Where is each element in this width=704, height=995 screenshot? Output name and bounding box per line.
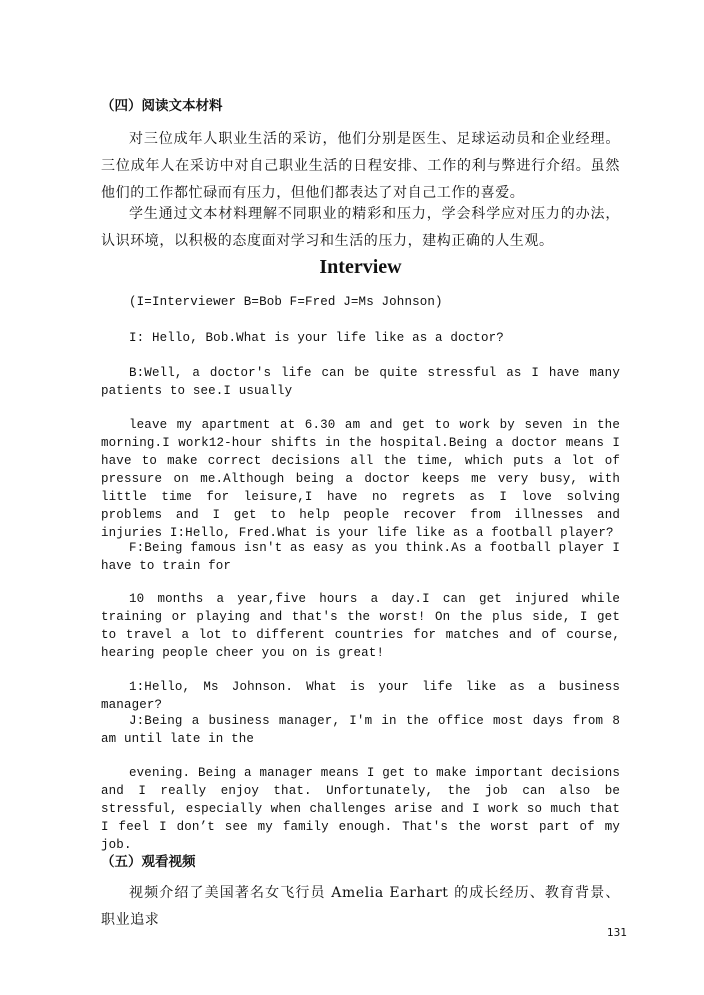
- interview-line-johnson-question: 1:Hello, Ms Johnson. What is your life like as a business manager?: [101, 680, 620, 712]
- section-5-heading: （五）观看视频: [101, 854, 196, 870]
- interview-line-johnson-answer-start: J:Being a business manager, I'm in the office most days from 8 am until late in the: [101, 714, 620, 746]
- interview-line-fred-answer-cont: 10 months a year,five hours a day.I can get injured while training or playing and that's the worst! On the plus side, I get to travel a lot to different countries for matches and of course, hearing people cheer you on is great!: [101, 592, 620, 660]
- interview-title: Interview: [319, 256, 402, 278]
- interview-line-johnson-answer-cont: evening. Being a manager means I get to make important decisions and I really enjoy that. Unfortunately, the job can also be stressful, especially when challenges arise and I work so much that I feel I don’t see my family enough. That's the worst part of my job.: [101, 766, 620, 852]
- interview-line-fred-answer-start: F:Being famous isn't as easy as you think.As a football player I have to train for: [101, 541, 620, 573]
- section-4-heading: （四）阅读文本材料: [101, 98, 223, 114]
- section-4-paragraph-2: 学生通过文本材料理解不同职业的精彩和压力，学会科学应对压力的办法，认识环境，以积极的态度面对学习和生活的压力，建构正确的人生观。: [101, 206, 620, 249]
- section-4-paragraph-1: 对三位成年人职业生活的采访，他们分别是医生、足球运动员和企业经理。三位成年人在采访中对自己职业生活的日程安排、工作的利与弊进行介绍。虽然他们的工作都忙碌而有压力，但他们都表达了对自己工作的喜爱。: [101, 131, 620, 201]
- interview-line-bob-answer-cont: leave my apartment at 6.30 am and get to work by seven in the morning.I work12-hour shifts in the hospital.Being a doctor means I have to make correct decisions all the time, which puts a lot of pressure on me.Although being a doctor keeps me very busy, with little time for leisure,I have no regrets as I love solving problems and I get to help people recover from illnesses and injuries I:Hello, Fred.What is your life like as a football player?: [101, 418, 620, 540]
- section-5-paragraph-1: 视频介绍了美国著名女飞行员 Amelia Earhart 的成长经历、教育背景、职业追求: [101, 885, 620, 928]
- interview-line-bob-question: I: Hello, Bob.What is your life like as a doctor?: [129, 331, 504, 345]
- interview-line-bob-answer-start: B:Well, a doctor's life can be quite stressful as I have many patients to see.I usually: [101, 366, 620, 398]
- page-number: 131: [606, 927, 627, 939]
- interview-legend: (I=Interviewer B=Bob F=Fred J=Ms Johnson): [129, 295, 443, 309]
